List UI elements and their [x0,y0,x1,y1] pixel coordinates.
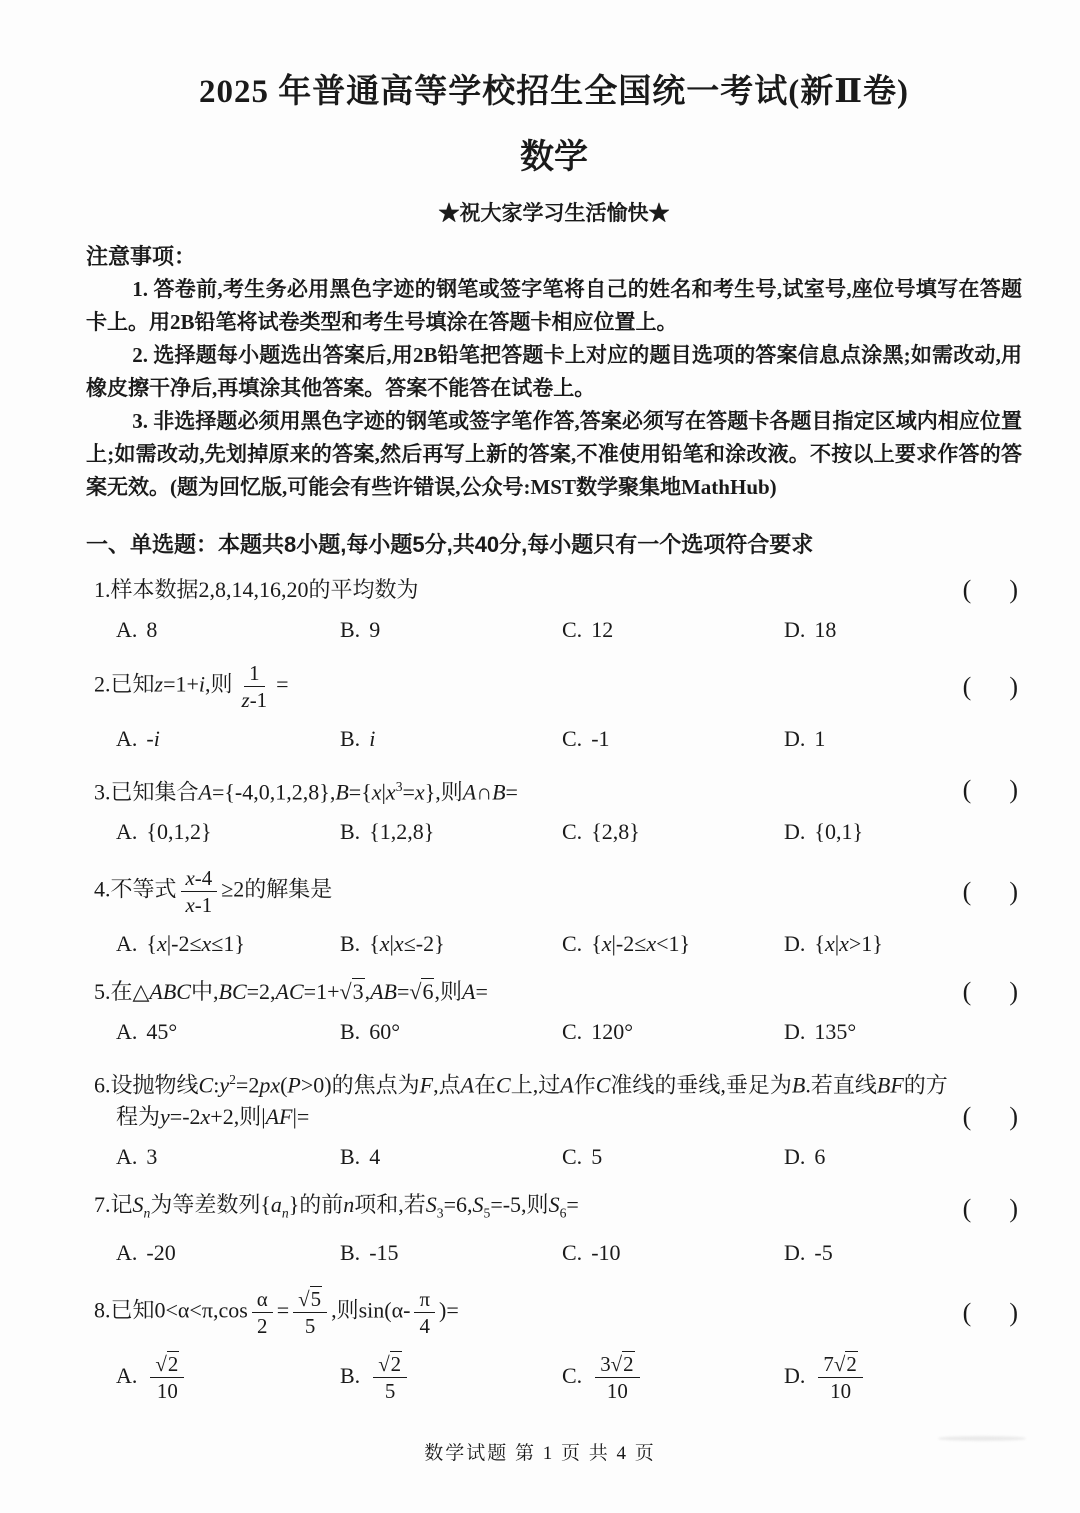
option-A: A. -i [116,726,160,752]
option-value: 5 [591,1143,603,1169]
option-C: C. 5 [562,1143,603,1169]
page-title: 2025 年普通高等学校招生全国统一考试(新Ⅱ卷) [198,74,910,110]
option-A: A. 8 [116,617,158,642]
option-A: A. {0,1,2} [116,819,212,845]
option-B: B. 4 [340,1143,381,1169]
option-value: 45° [146,1019,178,1045]
option-D: D. 1 [784,726,826,752]
answer-bracket: ( ) [962,1193,1018,1223]
answer-bracket: ( ) [962,575,1018,604]
option-value: 12 [591,617,614,642]
option-value: {x|x≤-2} [369,931,445,957]
option-D: D. $\frac{7√2}{10}$ [784,1350,1022,1405]
option-value: 6 [814,1143,826,1169]
option-value: $\frac{√2}{5}$ [369,1363,411,1388]
answer-bracket: ( ) [962,672,1018,702]
question-text: 1.样本数据2,8,14,16,20的平均数为 [94,577,419,602]
question-3 [86,771,1022,847]
option-value: $\frac{3√2}{10}$ [591,1363,643,1388]
option-C: C. $\frac{3√2}{10}$ [562,1350,784,1405]
option-D: D. 6 [784,1143,826,1169]
option-B: B. {x|x≤-2} [340,931,445,957]
question-text: 5.在△ABC中,BC=2,AC=1+√3,AB=√6,则A= [94,979,488,1005]
option-value: $\frac{√2}{10}$ [146,1363,188,1388]
option-value: -5 [814,1240,833,1266]
option-B: B. 60° [340,1019,400,1045]
notice-item-2: 2. 选择题每小题选出答案后,用2B铅笔把答题卡上对应的题目选项的答案信息点涂黑;如需改动,用橡皮擦干净后,再填涂其他答案。答案不能答在试卷上。 [86,343,1022,400]
option-value: 120° [591,1019,633,1045]
option-value: -15 [369,1240,399,1266]
option-value: 135° [814,1019,857,1045]
option-B: B. -15 [340,1240,399,1266]
option-value: -i [146,726,160,752]
options-row [86,1238,1022,1268]
option-value: {x|-2≤x≤1} [146,931,245,957]
question-text: 8.已知0<α<π,cos $\frac{\alpha}{2}$ = $\frac{√5}{5}$ ,则sin(α- $\frac{\pi}{4}$ )= [94,1287,459,1339]
option-D: D. {0,1} [784,819,864,845]
option-value: 9 [369,617,381,642]
question-text: 程为y=-2x+2,则|AF|= [116,1103,310,1129]
page-footer: 数学试题 第 1 页 共 4 页 [424,1443,656,1464]
answer-bracket: ( ) [962,877,1018,907]
question-4 [86,864,1022,959]
option-C: C. -1 [562,726,610,752]
motto-line: ★祝大家学习生活愉快★ [438,201,670,225]
option-B: B. 9 [340,617,381,642]
question-text: 2.已知z=1+i,则 $\frac{1}{z-1}$ = [94,661,289,713]
question-stem [86,1064,1022,1100]
option-B: B. $\frac{√2}{5}$ [340,1350,562,1405]
option-D: D. 18 [784,617,837,642]
option-A: A. {x|-2≤x≤1} [116,931,245,957]
option-C: C. {2,8} [562,819,640,845]
options-row [86,1142,1022,1172]
option-B: B. i [340,726,376,752]
option-C: C. 12 [562,617,614,642]
answer-bracket: ( ) [962,1101,1018,1131]
option-value: {0,1} [814,819,864,845]
option-C: C. {x|-2≤x<1} [562,931,691,957]
subject-title: 数学 [520,139,588,176]
scan-smudge [938,1436,1026,1441]
option-value: 60° [369,1019,400,1045]
option-C: C. -10 [562,1240,621,1266]
option-value: {1,2,8} [369,819,435,845]
question-stem-continued [86,1101,1022,1132]
question-stem [86,1189,1022,1228]
option-D: D. 135° [784,1019,857,1045]
option-D: D. -5 [784,1240,833,1266]
question-2 [86,659,1022,754]
option-value: {x|x>1} [814,931,883,957]
option-value: {0,1,2} [146,819,212,845]
option-value: 3 [146,1143,158,1169]
option-value: 4 [369,1143,381,1169]
question-text: 6.设抛物线$C:y^2=2px(P>0)$的焦点为F,点A在C上,过A作C准线的垂线,垂足为B.若直线BF的方 [94,1072,948,1098]
option-value: -1 [591,726,610,752]
question-8 [86,1285,1022,1405]
question-text: 7.记$S_n$为等差数列$\{a_n\}$的前n项和,若$S_3=6,S_5=-5$,则$S_6=$ [94,1191,579,1221]
question-1 [86,574,1022,645]
question-7 [86,1189,1022,1268]
option-value: {2,8} [591,819,640,845]
option-value: $\frac{7√2}{10}$ [814,1363,866,1388]
option-A: A. 45° [116,1019,178,1045]
option-value: i [369,726,376,752]
option-value: -10 [591,1240,621,1266]
answer-bracket: ( ) [962,774,1018,804]
question-text: 4.不等式 $\frac{x-4}{x-1}$ ≥2的解集是 [94,866,333,918]
question-stem [86,574,1022,605]
options-row [86,724,1022,754]
option-A: A. $\frac{√2}{10}$ [116,1350,340,1405]
options-row [86,1350,1022,1405]
question-5 [86,976,1022,1047]
question-text: 3.已知集合$A=\{-4,0,1,2,8\},B=\{x|x^3=x\}$,则A∩B= [94,779,518,805]
section-heading: 一、单选题：本题共8小题,每小题5分,共40分,每小题只有一个选项符合要求 [86,532,814,557]
option-B: B. {1,2,8} [340,819,435,845]
option-C: C. 120° [562,1019,633,1045]
notice-block [86,240,1022,504]
notice-heading: 注意事项： [86,244,197,269]
options-row [86,615,1022,645]
notice-item-3: 3. 非选择题必须用黑色字迹的钢笔或签字笔作答,答案必须写在答题卡各题目指定区域内相应位置上;如需改动,先划掉原来的答案,然后再写上新的答案,不准使用铅笔和涂改液。不按以上要求作答的答案无效。(题为回忆版,可能会有些许错误,公众号:MST数学聚集地MathHub) [86,409,1022,499]
question-stem [86,864,1022,919]
question-stem [86,1285,1022,1340]
options-row [86,929,1022,959]
option-value: 18 [814,617,837,642]
option-value: {x|-2≤x<1} [591,931,691,957]
option-A: A. -20 [116,1240,176,1266]
answer-bracket: ( ) [962,1298,1018,1328]
notice-item-1: 1. 答卷前,考生务必用黑色字迹的钢笔或签字笔将自己的姓名和考生号,试室号,座位号填写在答题卡上。用2B铅笔将试卷类型和考生号填涂在答题卡相应位置上。 [86,277,1022,334]
option-value: 8 [146,617,158,642]
option-value: -20 [146,1240,176,1266]
question-stem [86,771,1022,807]
options-row [86,1017,1022,1047]
question-6 [86,1064,1022,1171]
answer-bracket: ( ) [962,977,1018,1007]
question-stem [86,976,1022,1007]
option-D: D. {x|x>1} [784,931,883,957]
question-stem [86,659,1022,714]
option-value: 1 [814,726,826,752]
options-row [86,817,1022,847]
option-A: A. 3 [116,1143,158,1169]
